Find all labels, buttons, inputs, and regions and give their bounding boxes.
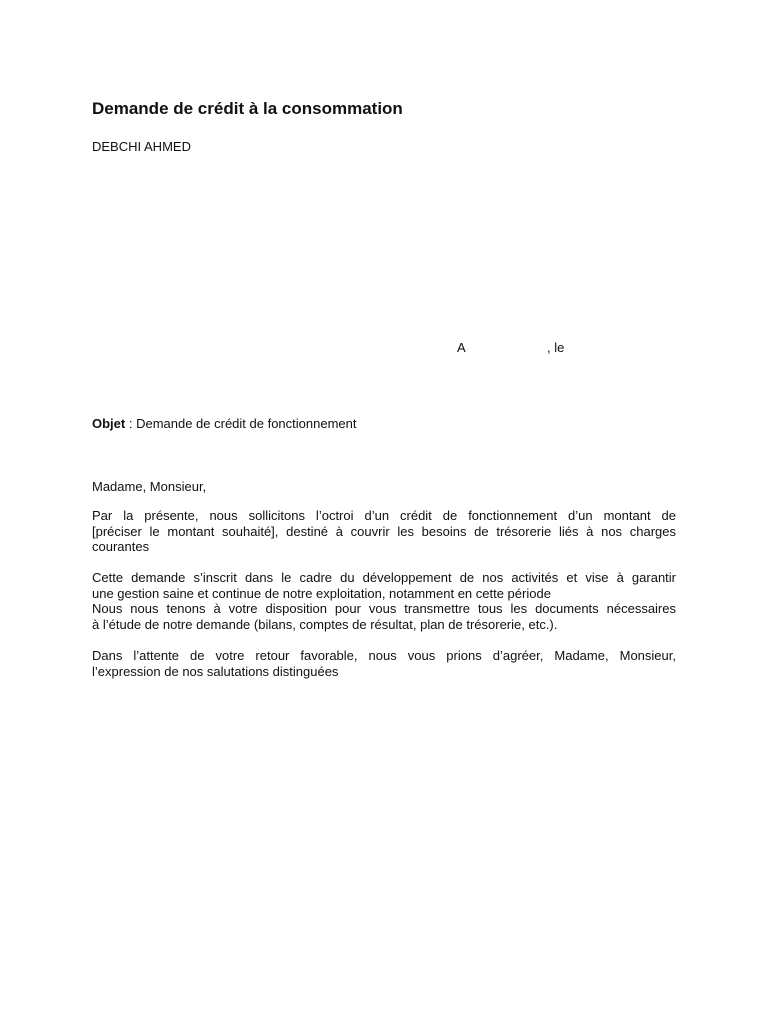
- sender-name: DEBCHI AHMED: [92, 139, 191, 154]
- object-line: [92, 416, 357, 431]
- paragraph-line: [préciser le montant souhaité], destiné à couvrir les besoins de trésorerie liés à nos charges: [92, 523, 676, 539]
- object-text: : Demande de crédit de fonctionnement: [125, 416, 357, 431]
- paragraph-line: une gestion saine et continue de notre exploitation, notamment en cette période: [92, 585, 551, 601]
- greeting: Madame, Monsieur,: [92, 479, 207, 494]
- paragraph-line: Cette demande s’inscrit dans le cadre du développement de nos activités et vise à garantir: [92, 570, 676, 585]
- paragraph-line: courantes: [92, 539, 150, 554]
- object-label: Objet: [92, 416, 126, 431]
- paragraph-context: [92, 570, 676, 632]
- paragraph-line: Par la présente, nous sollicitons l’octroi d’un crédit de fonctionnement d’un montant de: [92, 508, 676, 523]
- paragraph-line: Nous nous tenons à votre disposition pour vous transmettre tous les documents nécessaires: [92, 601, 676, 616]
- paragraph-line: à l’étude de notre demande (bilans, comptes de résultat, plan de trésorerie, etc.).: [92, 616, 558, 632]
- paragraph-closing: [92, 648, 676, 679]
- place-label: A: [457, 340, 466, 355]
- date-label: , le: [547, 340, 565, 355]
- paragraph-request: [92, 508, 676, 555]
- paragraph-line: l’expression de nos salutations distinguées: [92, 663, 339, 679]
- paragraph-line: Dans l’attente de votre retour favorable, nous vous prions d’agréer, Madame, Monsieur,: [92, 648, 676, 663]
- document-title: Demande de crédit à la consommation: [92, 99, 403, 118]
- place-date-line: [457, 340, 564, 355]
